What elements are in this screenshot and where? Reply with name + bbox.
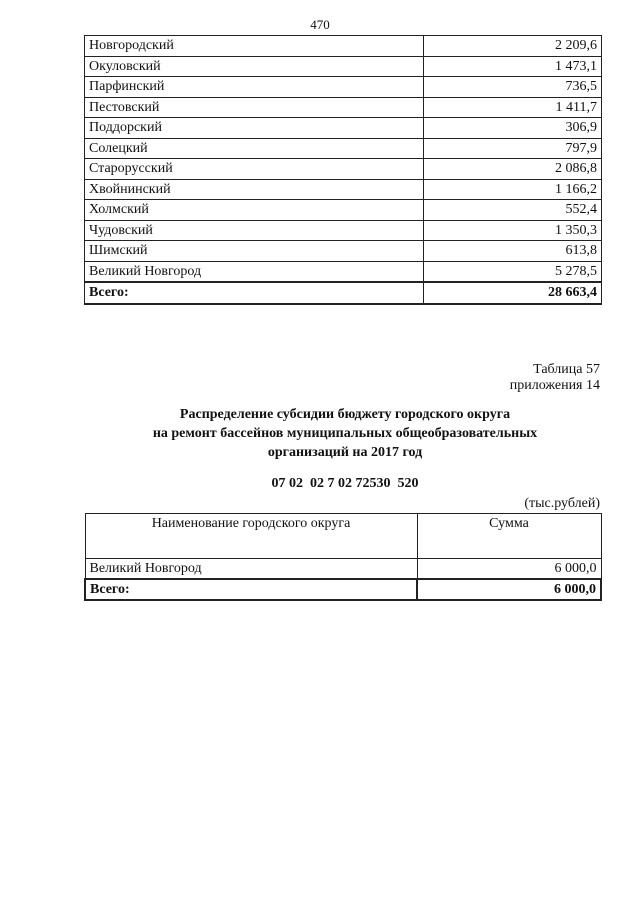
- header-name: Наименование городского округа: [85, 514, 417, 559]
- page-number: 470: [310, 17, 330, 32]
- district-budget-table: [84, 35, 602, 305]
- row-value: 1 166,2: [424, 179, 602, 200]
- row-value: 5 278,5: [424, 261, 602, 282]
- row-name: Шимский: [85, 241, 424, 262]
- table-row: [85, 138, 602, 159]
- row-name: Окуловский: [85, 56, 424, 77]
- row-value: 1 350,3: [424, 220, 602, 241]
- row-name: Пестовский: [85, 97, 424, 118]
- row-name: Поддорский: [85, 118, 424, 139]
- row-value: 1 411,7: [424, 97, 602, 118]
- title-line-1: Распределение субсидии бюджету городского округа: [179, 407, 511, 422]
- row-value: 2 209,6: [424, 36, 602, 57]
- budget-code: 07 02 02 7 02 72530 520: [271, 476, 419, 491]
- row-name: Чудовский: [85, 220, 424, 241]
- table-row: [85, 261, 602, 282]
- row-value: 736,5: [424, 77, 602, 98]
- table-row: [85, 97, 602, 118]
- row-name: Старорусский: [85, 159, 424, 180]
- table-row: [85, 179, 602, 200]
- table-row: [85, 36, 602, 57]
- row-name: Солецкий: [85, 138, 424, 159]
- row-value: 2 086,8: [424, 159, 602, 180]
- row-name: Великий Новгород: [85, 559, 417, 580]
- row-value: 1 473,1: [424, 56, 602, 77]
- title-line-3: организаций на 2017 год: [267, 445, 423, 460]
- row-name: Парфинский: [85, 77, 424, 98]
- row-name: Новгородский: [85, 36, 424, 57]
- city-subsidy-table: [84, 513, 602, 601]
- table-caption: [510, 362, 600, 394]
- row-value: 552,4: [424, 200, 602, 221]
- table-total-row: [85, 579, 601, 600]
- row-value: 797,9: [424, 138, 602, 159]
- header-sum: Сумма: [417, 514, 601, 559]
- table-number: Таблица 57: [533, 362, 600, 377]
- units-label: (тыс.рублей): [524, 496, 600, 511]
- row-value: 613,8: [424, 241, 602, 262]
- title-line-2: на ремонт бассейнов муниципальных общеобразовательных: [152, 426, 538, 441]
- table-header-row: [85, 514, 601, 559]
- table-row: [85, 77, 602, 98]
- appendix-label: приложения 14: [509, 378, 600, 393]
- row-name: Хвойнинский: [85, 179, 424, 200]
- table-row: [85, 220, 602, 241]
- table-row: [85, 200, 602, 221]
- table-row: [85, 559, 601, 580]
- row-value: 306,9: [424, 118, 602, 139]
- document-title: [0, 405, 640, 462]
- table-row: [85, 118, 602, 139]
- total-label: Всего:: [85, 282, 424, 304]
- table-row: [85, 159, 602, 180]
- total-value: 6 000,0: [417, 579, 601, 600]
- total-label: Всего:: [85, 579, 417, 600]
- row-name: Холмский: [85, 200, 424, 221]
- table-row: [85, 56, 602, 77]
- row-value: 6 000,0: [417, 559, 601, 580]
- table-row: [85, 241, 602, 262]
- total-value: 28 663,4: [424, 282, 602, 304]
- table-total-row: [85, 282, 602, 304]
- row-name: Великий Новгород: [85, 261, 424, 282]
